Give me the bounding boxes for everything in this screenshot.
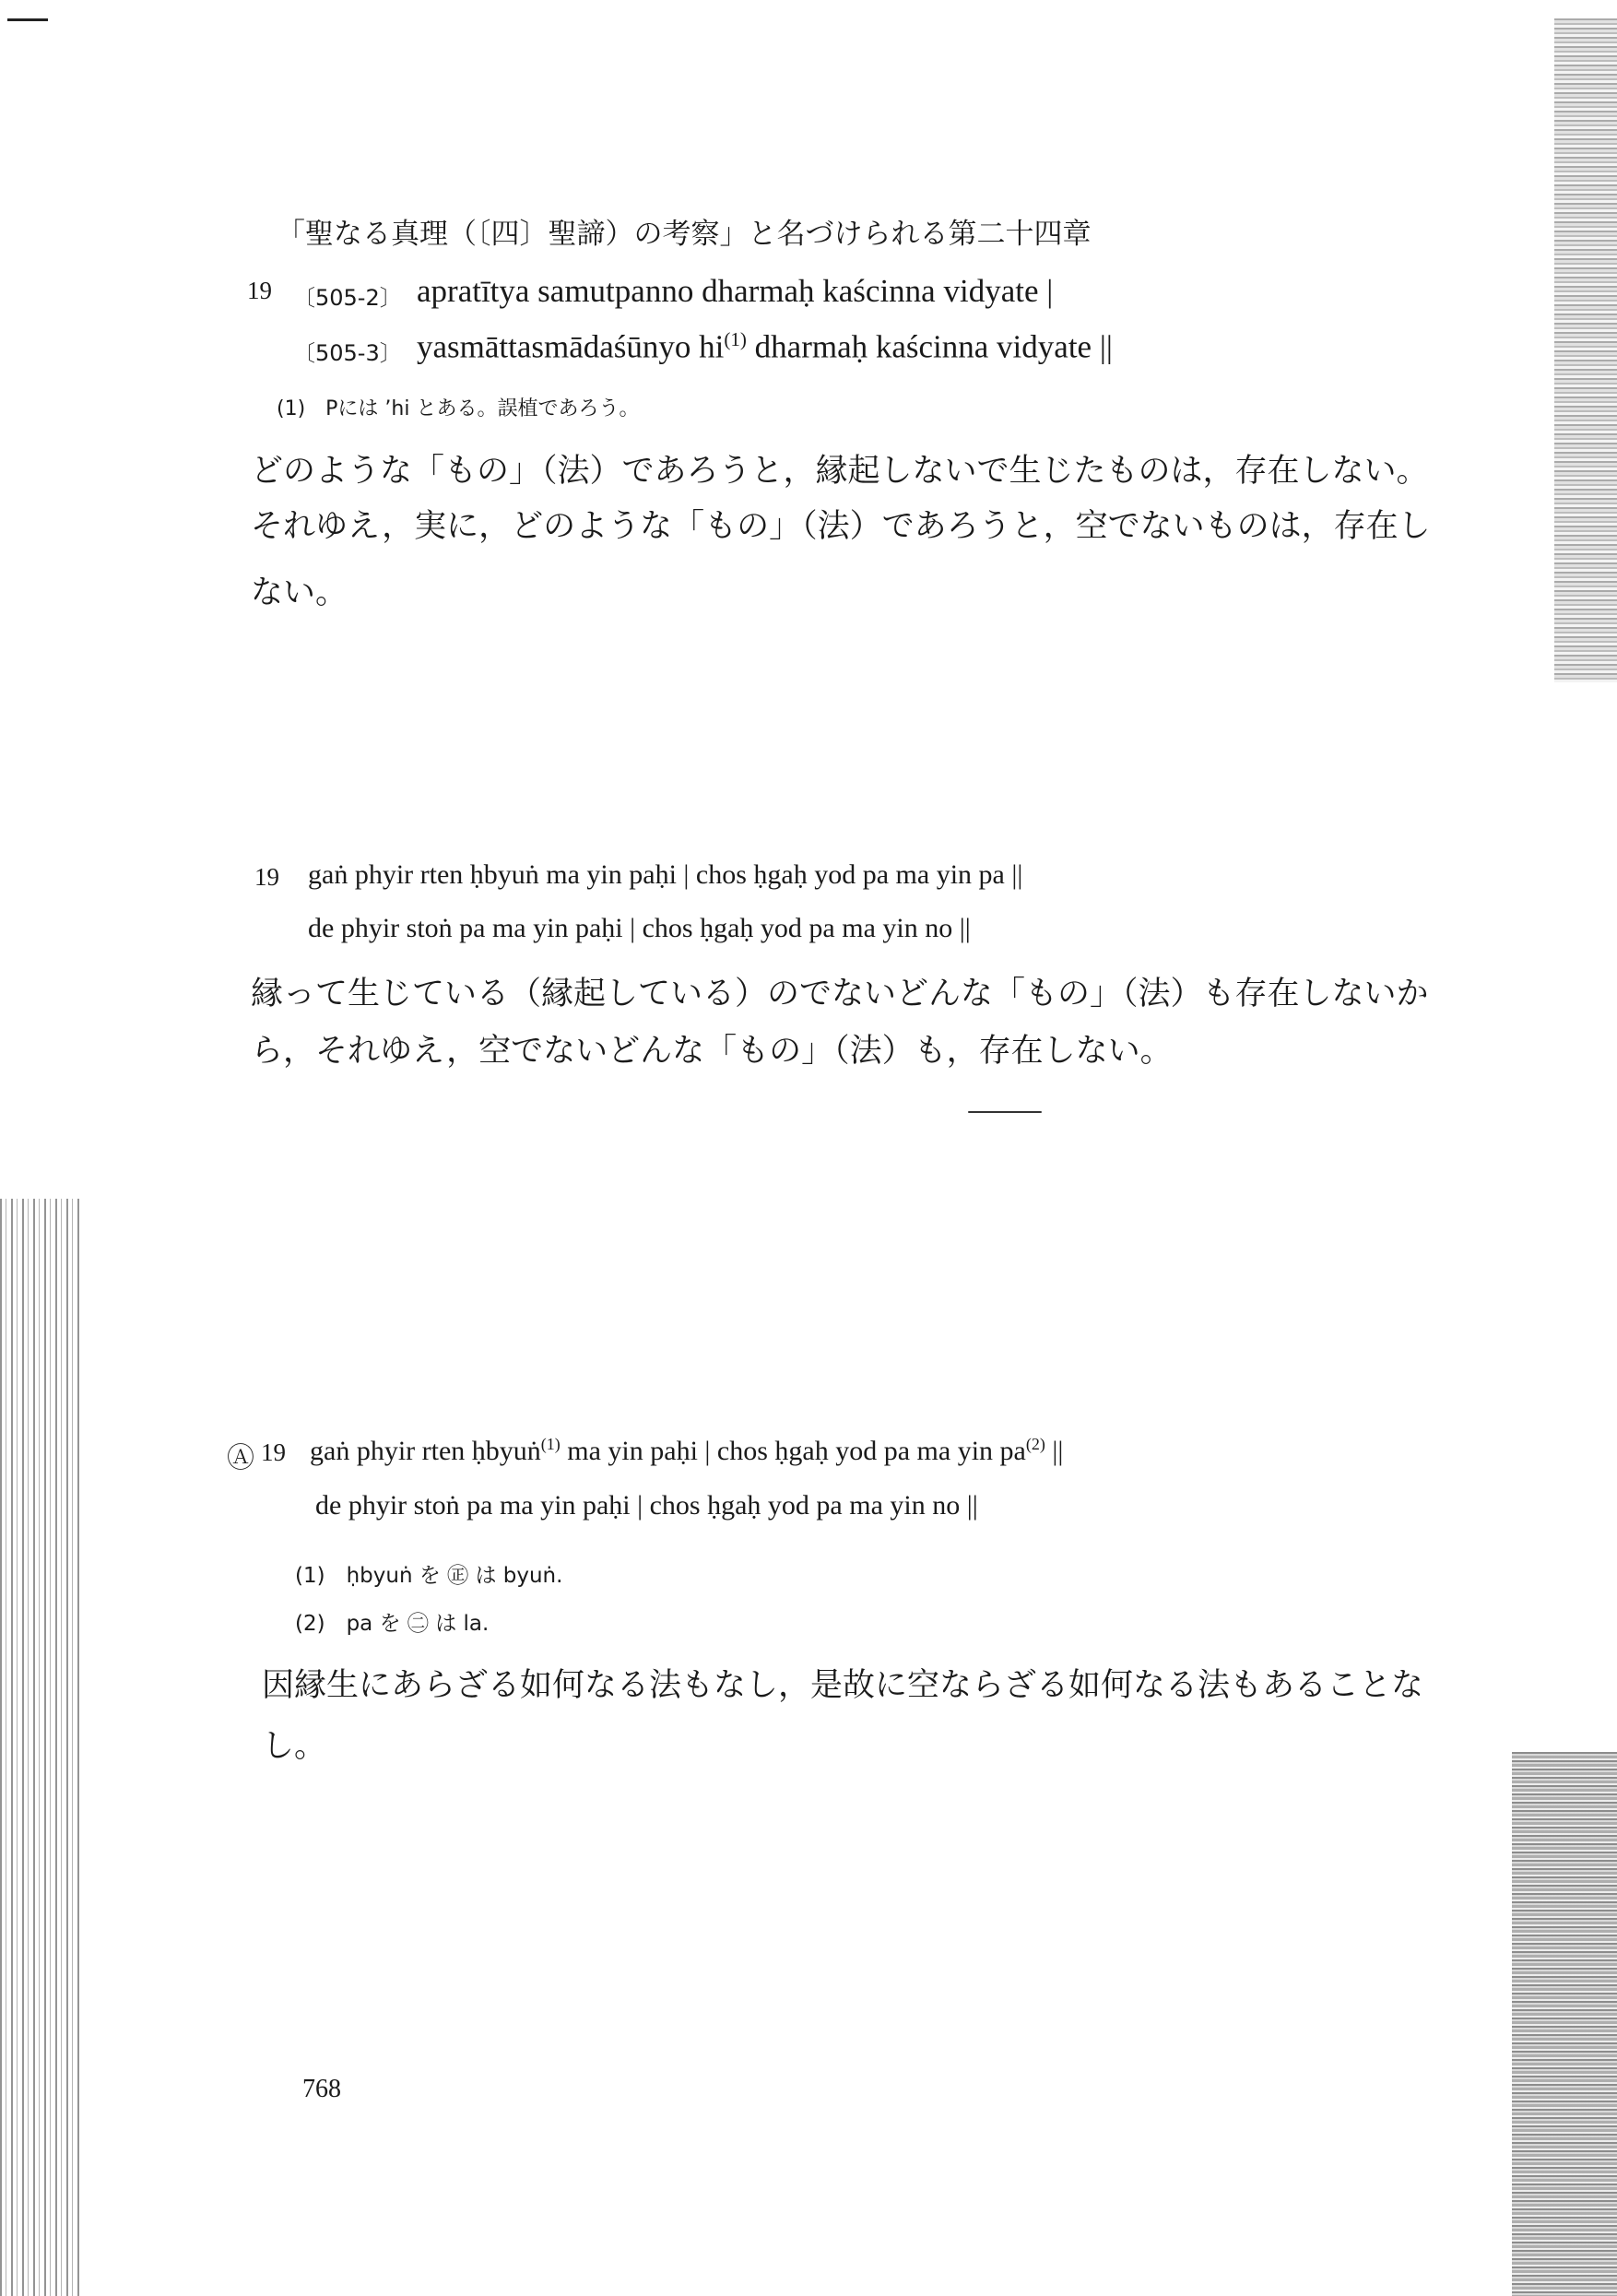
reference-label: 〔505-3〕: [293, 340, 402, 366]
verse-number: 19: [261, 1438, 286, 1466]
section-marker-icon: Ⓐ: [227, 1442, 254, 1474]
scan-shadow-left-edge: [0, 1199, 83, 2296]
tibetan-variant-line-2: de phyir stoṅ pa ma yin paḥi | chos ḥgaḥ yod pa ma yin no ||: [315, 1490, 978, 1521]
sanskrit-line-2-text: yasmāttasmādaśūnyo hi: [417, 328, 725, 365]
translation-line: それゆえ，実に，どのような「もの」（法）であろうと，空でないものは，存在し: [251, 508, 1431, 545]
verse-number: 19: [247, 277, 272, 304]
tibetan-line-1: gaṅ phyir rten ḥbyuṅ ma yin paḥi | chos ḥgaḥ yod pa ma yin pa ||: [308, 859, 1023, 890]
chapter-title: 「聖なる真理（〔四〕聖諦）の考察」と名づけられる第二十四章: [277, 218, 1092, 251]
translation-line: し。: [262, 1728, 327, 1765]
translation-line: 縁って生じている（縁起している）のでないどんな「もの」（法）も存在しないか: [251, 976, 1429, 1012]
scan-mark: [7, 18, 48, 21]
tibetan-variant-text: ||: [1045, 1436, 1064, 1466]
reference-label: 〔505-2〕: [293, 285, 402, 311]
footnote-marker: (2): [1025, 1435, 1045, 1453]
tibetan-variant-text: ma yin paḥi | chos ḥgaḥ yod pa ma yin pa: [560, 1436, 1026, 1466]
tibetan-variant-text: gaṅ phyir rten ḥbyuṅ: [310, 1436, 541, 1466]
translation-line: どのような「もの」（法）であろうと，縁起しないで生じたものは，存在しない。: [251, 453, 1429, 490]
footnote: (2) pa を ㊁ は la.: [295, 1612, 490, 1636]
translation-line: 因縁生にあらざる如何なる法もなし，是故に空ならざる如何なる法もあることな: [262, 1667, 1424, 1704]
separator-rule: [968, 1111, 1042, 1113]
verse-number: 19: [254, 863, 279, 891]
page-number: 768: [302, 2075, 341, 2103]
translation-line: ない。: [251, 574, 348, 611]
footnote: (1) Pには ’hi とある。誤植であろう。: [277, 397, 640, 420]
sanskrit-line-2-text: dharmaḥ kaścinna vidyate ||: [746, 328, 1113, 365]
tibetan-variant-line-1: [310, 1435, 1063, 1467]
footnote-marker: (1): [540, 1435, 561, 1453]
tibetan-line-2: de phyir stoṅ pa ma yin paḥi | chos ḥgaḥ yod pa ma yin no ||: [308, 913, 971, 943]
footnote: (1) ḥbyuṅ を ㊣ は byuṅ.: [295, 1564, 563, 1588]
scan-shadow-right-top: [1554, 18, 1617, 682]
footnote-marker: (1): [724, 328, 747, 350]
sanskrit-line-2: [417, 328, 1113, 366]
scan-shadow-right-bottom: [1512, 1752, 1617, 2296]
translation-line: ら，それゆえ，空でないどんな「もの」（法）も，存在しない。: [251, 1033, 1173, 1070]
sanskrit-line-1: apratītya samutpanno dharmaḥ kaścinna vidyate |: [417, 273, 1054, 309]
